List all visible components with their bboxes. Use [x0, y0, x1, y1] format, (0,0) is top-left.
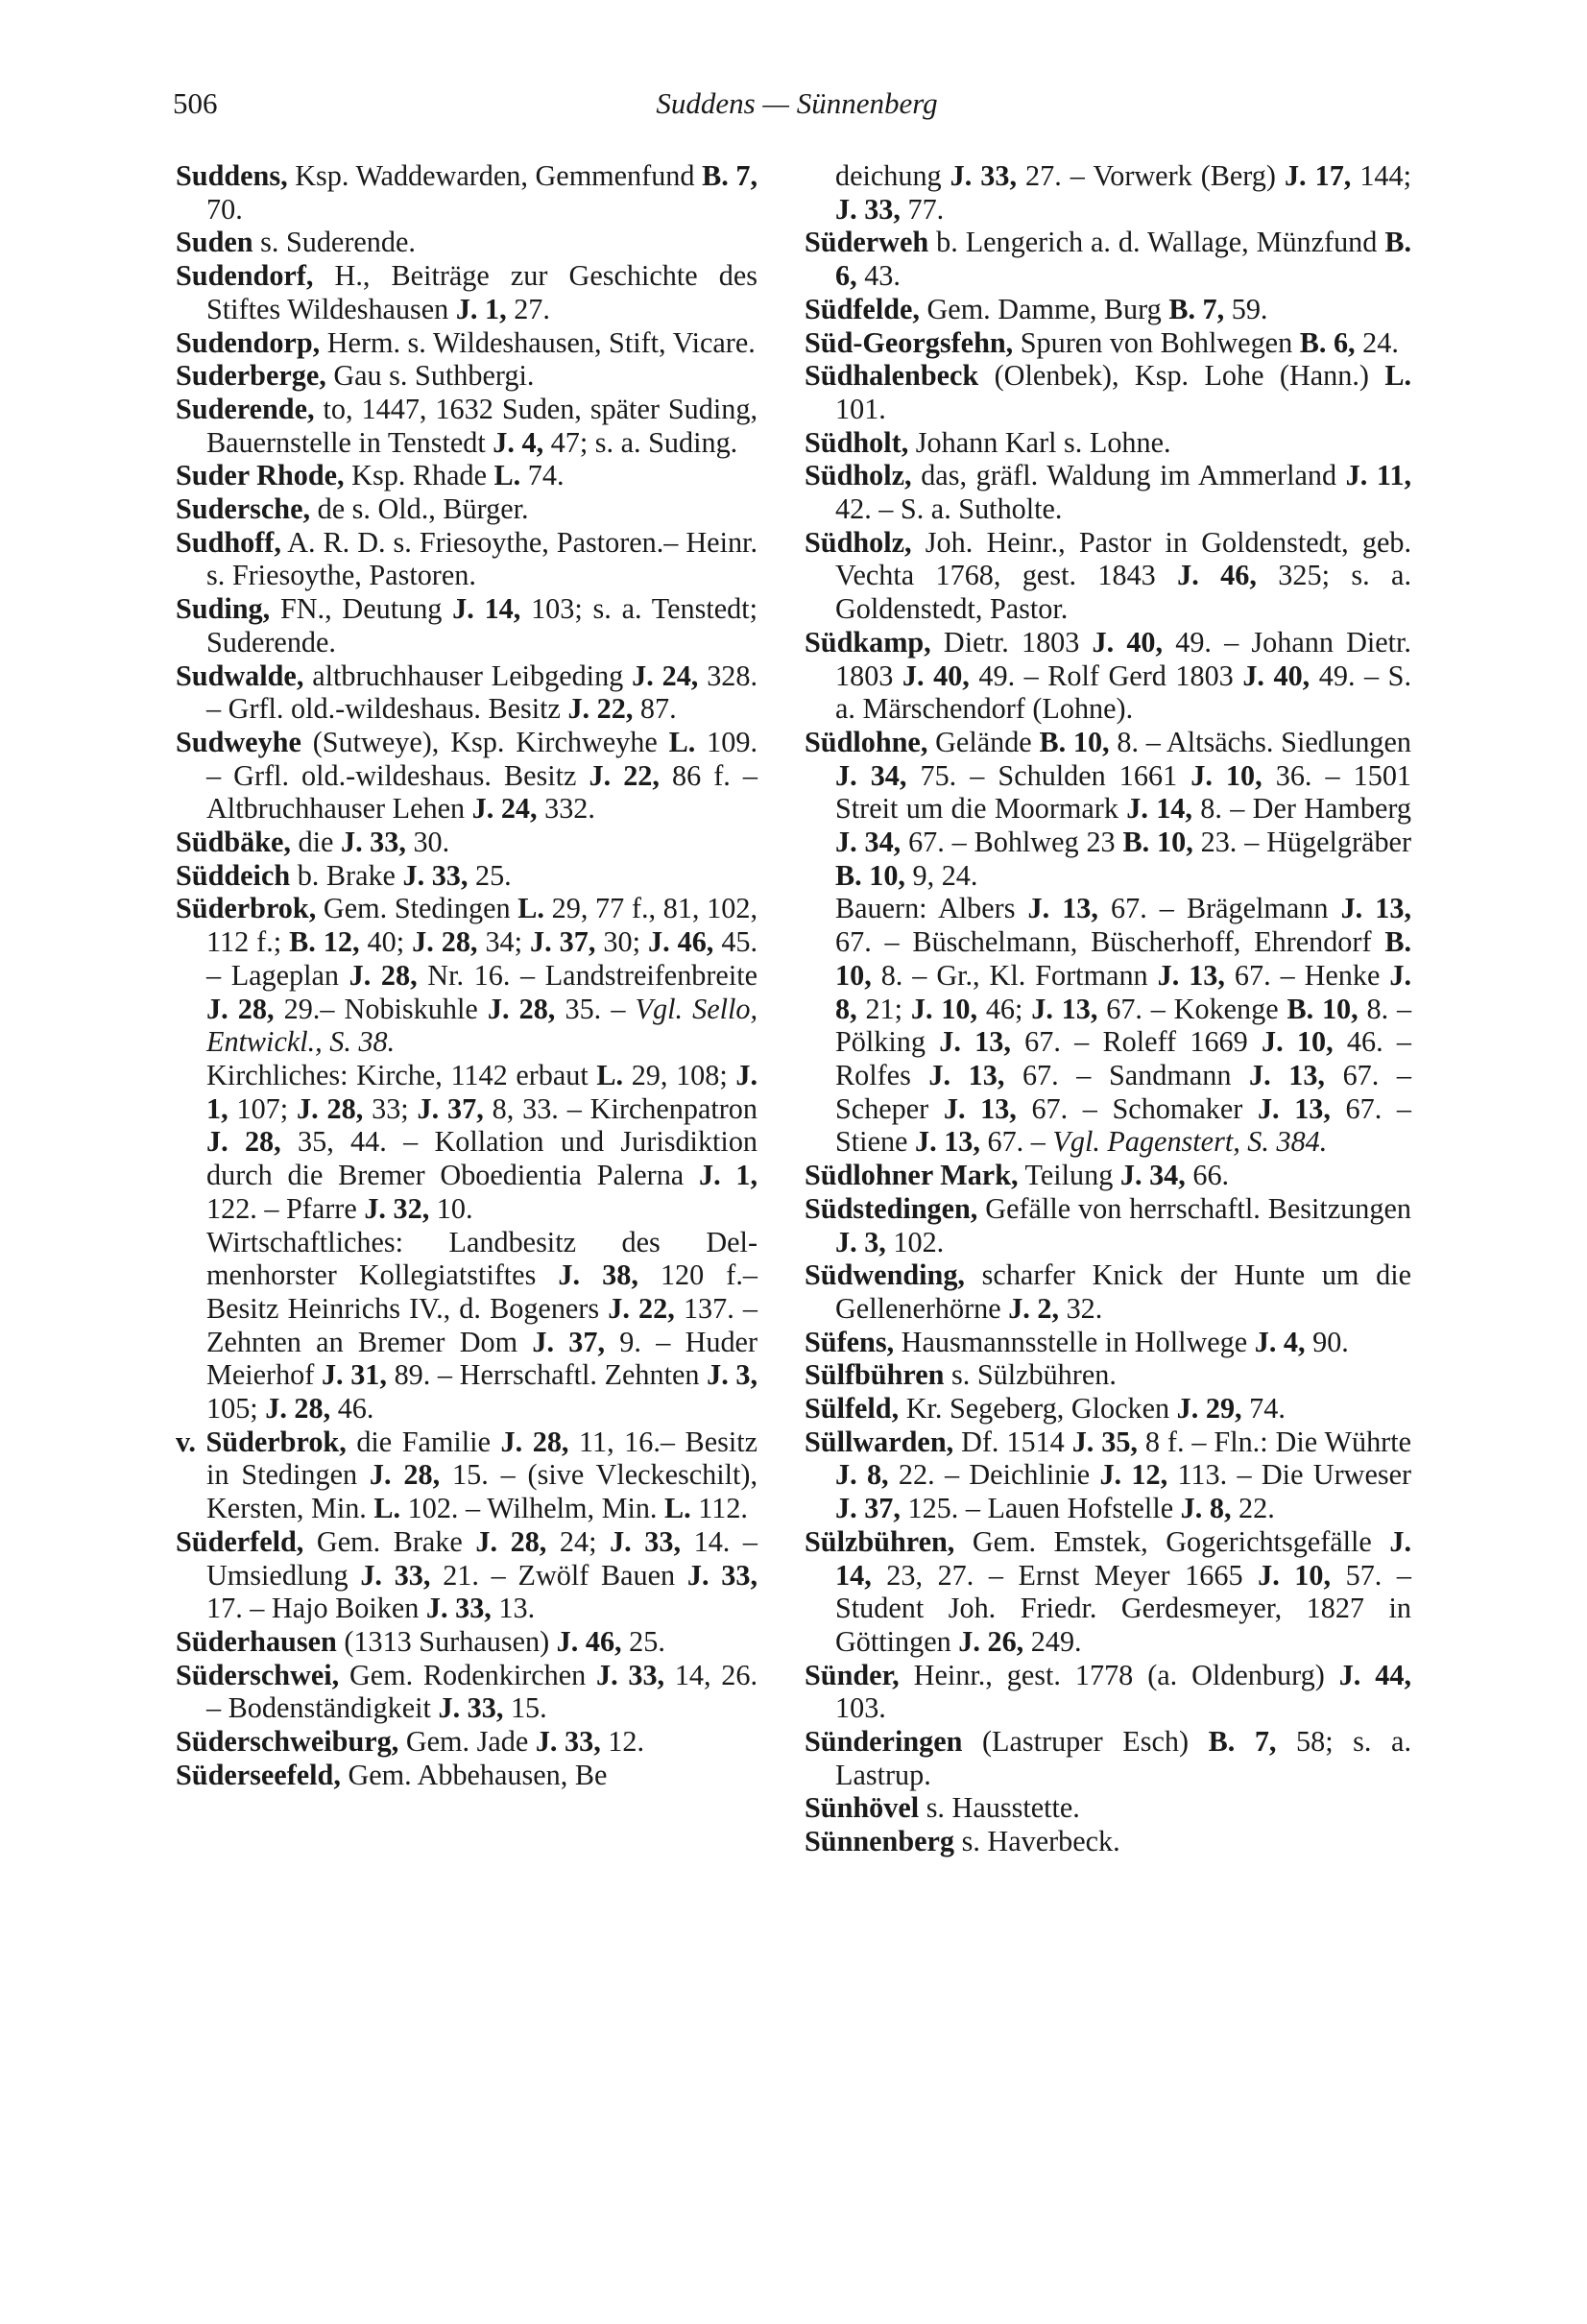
index-entry: Süderbrok, Gem. Stedingen L. 29, 77 f., 81, 102, 112 f.; B. 12, 40; J. 28, 34; J. 37, 30; J. 46, 45. – Lageplan J. 28, Nr. 16. – Landstreifenbreite J. 28, 29.– Nobiskuhle J. 28, 35. – Vgl. Sello, Entwickl., S. 38. — [176, 892, 758, 1059]
index-entry: Südfelde, Gem. Damme, Burg B. 7, 59. — [805, 292, 1268, 325]
index-entry: Sülfeld, Kr. Segeberg, Glocken J. 29, 74. — [805, 1392, 1286, 1426]
index-entry: Sünder, Heinr., gest. 1778 (a. Oldenburg) J. 44, 103. — [805, 1658, 1411, 1725]
index-entry: Südstedingen, Gefälle von herrschaftl. Besitzungen J. 3, 102. — [805, 1191, 1411, 1258]
index-entry: Suden s. Suderende. — [176, 226, 416, 259]
page-header — [173, 84, 1421, 132]
running-head: Suddens — Sünnenberg — [656, 86, 938, 120]
index-entry: Süfens, Hausmannsstelle in Hollwege J. 4, 90. — [805, 1325, 1349, 1358]
index-entry: Süderseefeld, Gem. Abbehausen, Be — [176, 1758, 608, 1791]
index-subentry: deichung J. 33, 27. – Vorwerk (Berg) J. 17, 144; J. 33, 77. — [835, 159, 1411, 226]
index-subentry: Wirtschaftliches: Landbesitz des Delmenhorster Kollegiatstiftes J. 38, 120 f.– Besitz Heinrichs IV., d. Bogeners J. 22, 137. – Zehnten an Bremer Dom J. 37, 9. – Huder Meierhof J. 31, 89. – Herrschaftl. Zehnten J. 3, 105; J. 28, 46. — [206, 1225, 758, 1426]
index-entry: Suder Rhode, Ksp. Rhade L. 74. — [176, 459, 565, 492]
right-column — [805, 159, 1411, 1858]
page-number: 506 — [173, 86, 218, 120]
index-entry: Süd-Georgsfehn, Spuren von Bohlwegen B. 6, 24. — [805, 325, 1399, 359]
index-entry: Südbäke, die J. 33, 30. — [176, 826, 450, 859]
index-entry: Südholz, das, gräfl. Waldung im Ammerland J. 11, 42. – S. a. Sutholte. — [805, 459, 1411, 526]
index-entry: Süderschweiburg, Gem. Jade J. 33, 12. — [176, 1725, 645, 1759]
index-entry: Südlohne, Gelände B. 10, 8. – Altsächs. Siedlungen J. 34, 75. – Schulden 1661 J. 10, 36. – 1501 Streit um die Moormark J. 14, 8. – Der Hamberg J. 34, 67. – Bohlweg 23 B. 10, 23. – Hügelgräber B. 10, 9, 24. — [805, 725, 1412, 892]
index-entry: Süderweh b. Lengerich a. d. Wallage, Münzfund B. 6, 43. — [805, 226, 1411, 293]
index-entry: Südholt, Johann Karl s. Lohne. — [805, 425, 1171, 459]
index-entry: Süderhausen (1313 Surhausen) J. 46, 25. — [176, 1624, 665, 1658]
index-entry: Süddeich b. Brake J. 33, 25. — [176, 858, 512, 892]
index-entry: Sünhövel s. Hausstette. — [805, 1791, 1080, 1825]
index-entry: Suderende, to, 1447, 1632 Suden, später Suding, Bauernstelle in Tenstedt J. 4, 47; s. a. Suding. — [176, 392, 757, 459]
index-entry: Suding, FN., Deutung J. 14, 103; s. a. Tenstedt; Suderende. — [176, 592, 757, 659]
index-entry: Sudersche, de s. Old., Bürger. — [176, 492, 529, 526]
index-entry: Sudweyhe (Sutweye), Ksp. Kirchweyhe L. 109. – Grfl. old.-wildeshaus. Besitz J. 22, 86 f. – Altbruchhauser Lehen J. 24, 332. — [176, 725, 757, 826]
index-entry: Südkamp, Dietr. 1803 J. 40, 49. – Johann Dietr. 1803 J. 40, 49. – Rolf Gerd 1803 J. 40, 49. – S. a. Märschendorf (Lohne). — [805, 625, 1412, 726]
index-entry: Sudendorf, H., Beiträge zur Geschichte des Stiftes Wildeshausen J. 1, 27. — [176, 259, 757, 325]
index-entry: Süllwarden, Df. 1514 J. 35, 8 f. – Fln.: Die Wührte J. 8, 22. – Deichlinie J. 12, 113. – Die Urweser J. 37, 125. – Lauen Hofstelle J. 8, 22. — [805, 1425, 1412, 1525]
index-entry: Süderfeld, Gem. Brake J. 28, 24; J. 33, 14. – Umsiedlung J. 33, 21. – Zwölf Bauen J. 33, 17. – Hajo Boiken J. 33, 13. — [176, 1524, 758, 1625]
index-entry: Südholz, Joh. Heinr., Pastor in Goldenstedt, geb. Vechta 1768, gest. 1843 J. 46, 325; s. a. Goldenstedt, Pastor. — [805, 525, 1411, 626]
index-entry: Sudhoff, A. R. D. s. Friesoythe, Pastoren.– Heinr. s. Friesoythe, Pastoren. — [176, 525, 757, 592]
index-entry: Sülzbühren, Gem. Emstek, Gogerichtsgefälle J. 14, 23, 27. – Ernst Meyer 1665 J. 10, 57. – Student Joh. Friedr. Gerdesmeyer, 1827 in Göttingen J. 26, 249. — [805, 1524, 1411, 1658]
index-entry: Südlohner Mark, Teilung J. 34, 66. — [805, 1159, 1230, 1192]
index-entry: Sudendorp, Herm. s. Wildeshausen, Stift, Vicare. — [176, 325, 756, 359]
left-column — [176, 159, 757, 1791]
index-entry: Sünnenberg s. Haverbeck. — [805, 1825, 1120, 1858]
index-entry: Südwending, scharfer Knick der Hunte um die Gellenerhörne J. 2, 32. — [805, 1258, 1411, 1325]
index-subentry: Kirchliches: Kirche, 1142 erbaut L. 29, 108; J. 1, 107; J. 28, 33; J. 37, 8, 33. – Kirchenpatron J. 28, 35, 44. – Kollation und Jurisdiktion durch die Bremer Oboedientia Palerna J. 1, 122. – Pfarre J. 32, 10. — [206, 1058, 758, 1225]
index-entry: Sudwalde, altbruchhauser Leibgeding J. 24, 328. – Grfl. old.-wildeshaus. Besitz J. 22, 87. — [176, 659, 758, 726]
index-entry: Suddens, Ksp. Waddewarden, Gemmenfund B. 7, 70. — [176, 159, 757, 226]
index-entry: Sünderingen (Lastruper Esch) B. 7, 58; s. a. Lastrup. — [805, 1725, 1411, 1791]
index-entry: Süderschwei, Gem. Rodenkirchen J. 33, 14, 26. – Bodenständigkeit J. 33, 15. — [176, 1658, 758, 1725]
index-entry: Südhalenbeck (Olenbek), Ksp. Lohe (Hann.) L. 101. — [805, 359, 1411, 425]
index-entry: Suderberge, Gau s. Suthbergi. — [176, 359, 535, 393]
index-entry: Sülfbühren s. Sülzbühren. — [805, 1358, 1117, 1392]
index-subentry: Bauern: Albers J. 13, 67. – Brägelmann J. 13, 67. – Büschelmann, Büscherhoff, Ehrendorf B. 10, 8. – Gr., Kl. Fortmann J. 13, 67. – Henke J. 8, 21; J. 10, 46; J. 13, 67. – Kokenge B. 10, 8. – Pölking J. 13, 67. – Roleff 1669 J. 10, 46. – Rolfes J. 13, 67. – Sandmann J. 13, 67. – Scheper J. 13, 67. – Schomaker J. 13, 67. – Stiene J. 13, 67. – Vgl. Pagenstert, S. 384. — [835, 892, 1412, 1159]
index-entry: v. Süderbrok, die Familie J. 28, 11, 16.– Besitz in Stedingen J. 28, 15. – (sive Vleckeschilt), Kersten, Min. L. 102. – Wilhelm, Min. L. 112. — [176, 1425, 758, 1525]
